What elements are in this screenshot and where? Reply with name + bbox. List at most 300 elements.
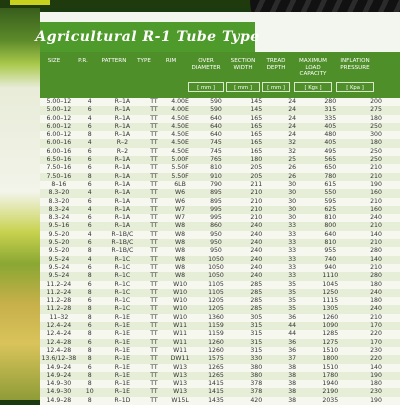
cell-size: 9.5–24 <box>40 272 78 280</box>
cell-pattern: R–1A <box>102 106 143 114</box>
cell-over-diameter: 590 <box>195 106 236 114</box>
cell-max-load: 315 <box>309 106 353 114</box>
cell-rim: W8 <box>165 264 195 272</box>
cell-size: 12.4–28 <box>40 339 78 347</box>
cell-over-diameter: 995 <box>195 206 236 214</box>
cell-max-load: 495 <box>309 148 353 156</box>
cell-size: 14.9–30 <box>40 380 78 388</box>
cell-size: 11–32 <box>40 314 78 322</box>
cell-inflation-pressure: 275 <box>352 106 400 114</box>
cell-inflation-pressure: 180 <box>352 380 400 388</box>
page-title: Agricultural R-1 Tube Type <box>35 29 260 45</box>
cell-tread-depth: 33 <box>276 239 309 247</box>
cell-size: 9.5–24 <box>40 264 78 272</box>
cell-pr: 6 <box>78 222 102 230</box>
cell-section-width: 315 <box>237 339 276 347</box>
cell-rim: W8 <box>165 256 195 264</box>
cell-max-load: 640 <box>309 231 353 239</box>
cell-rim: W13 <box>165 372 195 380</box>
cell-over-diameter: 1205 <box>195 305 236 313</box>
cell-tread-depth: 44 <box>276 322 309 330</box>
cell-pr: 4 <box>78 231 102 239</box>
cell-pr: 6 <box>78 214 102 222</box>
cell-tread-depth: 30 <box>276 206 309 214</box>
cell-section-width: 285 <box>237 281 276 289</box>
cell-pattern: R–1A <box>102 98 143 106</box>
cell-rim: W8 <box>165 247 195 255</box>
cell-tread-depth: 36 <box>276 314 309 322</box>
cell-pattern: R–1C <box>102 256 143 264</box>
cell-type: TT <box>143 189 165 197</box>
cell-rim: W8 <box>165 231 195 239</box>
cell-over-diameter: 1575 <box>195 355 236 363</box>
cell-pattern: R–1E <box>102 364 143 372</box>
cell-section-width: 210 <box>237 214 276 222</box>
cell-pr: 6 <box>78 156 102 164</box>
cell-inflation-pressure: 190 <box>352 372 400 380</box>
cell-inflation-pressure: 180 <box>352 139 400 147</box>
cell-max-load: 565 <box>309 156 353 164</box>
cell-size: 5.00–12 <box>40 106 78 114</box>
cell-tread-depth: 35 <box>276 289 309 297</box>
unit-inflation-pressure: [ Kpa ] <box>336 82 374 92</box>
cell-inflation-pressure: 210 <box>352 222 400 230</box>
cell-pattern: R–1E <box>102 314 143 322</box>
cell-pattern: R–1A <box>102 173 143 181</box>
cell-type: TT <box>143 131 165 139</box>
cell-pattern: R–2 <box>102 148 143 156</box>
unit-over-diameter: [ mm ] <box>188 82 224 92</box>
table-row <box>40 256 400 264</box>
cell-type: TT <box>143 231 165 239</box>
header-inflation-pressure: INFLATION PRESSURE <box>340 58 370 71</box>
cell-section-width: 285 <box>237 305 276 313</box>
cell-over-diameter: 1105 <box>195 281 236 289</box>
cell-type: TT <box>143 164 165 172</box>
cell-tread-depth: 26 <box>276 164 309 172</box>
table-row <box>40 123 400 131</box>
cell-over-diameter: 860 <box>195 222 236 230</box>
cell-inflation-pressure: 210 <box>352 173 400 181</box>
tire-spec-table <box>40 98 400 405</box>
cell-over-diameter: 640 <box>195 115 236 123</box>
table-row <box>40 139 400 147</box>
cell-max-load: 335 <box>309 115 353 123</box>
cell-max-load: 955 <box>309 247 353 255</box>
cell-type: TT <box>143 148 165 156</box>
cell-inflation-pressure: 180 <box>352 115 400 123</box>
cell-section-width: 315 <box>237 347 276 355</box>
cell-pr: 6 <box>78 198 102 206</box>
cell-tread-depth: 38 <box>276 372 309 380</box>
cell-inflation-pressure: 210 <box>352 198 400 206</box>
cell-pr: 6 <box>78 281 102 289</box>
cell-over-diameter: 1265 <box>195 372 236 380</box>
table-row <box>40 339 400 347</box>
cell-over-diameter: 1260 <box>195 339 236 347</box>
cell-rim: DW11 <box>165 355 195 363</box>
cell-type: TT <box>143 181 165 189</box>
cell-section-width: 165 <box>237 148 276 156</box>
cell-pattern: R–1A <box>102 206 143 214</box>
cell-over-diameter: 950 <box>195 239 236 247</box>
table-row <box>40 173 400 181</box>
cell-inflation-pressure: 140 <box>352 256 400 264</box>
cell-max-load: 405 <box>309 139 353 147</box>
cell-pattern: R–1E <box>102 388 143 396</box>
cell-section-width: 165 <box>237 139 276 147</box>
cell-max-load: 780 <box>309 173 353 181</box>
cell-pattern: R–1C <box>102 281 143 289</box>
table-row <box>40 380 400 388</box>
cell-pr: 8 <box>78 347 102 355</box>
cell-tread-depth: 38 <box>276 397 309 405</box>
cell-pattern: R–1B/C <box>102 239 143 247</box>
cell-type: TT <box>143 98 165 106</box>
cell-over-diameter: 1205 <box>195 297 236 305</box>
cell-max-load: 810 <box>309 239 353 247</box>
cell-tread-depth: 38 <box>276 380 309 388</box>
cell-rim: W10 <box>165 297 195 305</box>
top-accent-bar <box>10 0 50 5</box>
cell-inflation-pressure: 280 <box>352 272 400 280</box>
cell-rim: W11 <box>165 322 195 330</box>
cell-tread-depth: 24 <box>276 131 309 139</box>
cell-size: 6.00–16 <box>40 148 78 156</box>
table-row <box>40 148 400 156</box>
header-rim: RIM <box>165 58 177 64</box>
cell-over-diameter: 895 <box>195 198 236 206</box>
cell-section-width: 378 <box>237 388 276 396</box>
table-row <box>40 281 400 289</box>
header-size: SIZE <box>47 58 61 64</box>
cell-rim: W8 <box>165 272 195 280</box>
cell-max-load: 1275 <box>309 339 353 347</box>
cell-pattern: R–1C <box>102 264 143 272</box>
cell-size: 8–16 <box>40 181 78 189</box>
cell-type: TT <box>143 372 165 380</box>
cell-max-load: 940 <box>309 264 353 272</box>
cell-over-diameter: 1050 <box>195 264 236 272</box>
cell-size: 14.9–24 <box>40 364 78 372</box>
cell-max-load: 2190 <box>309 388 353 396</box>
cell-size: 9.5–20 <box>40 247 78 255</box>
cell-section-width: 240 <box>237 247 276 255</box>
cell-type: TT <box>143 297 165 305</box>
cell-rim: W13 <box>165 380 195 388</box>
cell-tread-depth: 25 <box>276 156 309 164</box>
cell-pr: 8 <box>78 380 102 388</box>
cell-max-load: 1510 <box>309 347 353 355</box>
cell-max-load: 405 <box>309 123 353 131</box>
cell-max-load: 740 <box>309 256 353 264</box>
cell-max-load: 650 <box>309 164 353 172</box>
cell-inflation-pressure: 190 <box>352 181 400 189</box>
table-row <box>40 289 400 297</box>
cell-size: 8.3–20 <box>40 198 78 206</box>
cell-section-width: 145 <box>237 106 276 114</box>
cell-rim: W10 <box>165 314 195 322</box>
cell-pattern: R–1D <box>102 397 143 405</box>
cell-pr: 8 <box>78 173 102 181</box>
cell-tread-depth: 35 <box>276 305 309 313</box>
cell-section-width: 165 <box>237 123 276 131</box>
cell-over-diameter: 745 <box>195 148 236 156</box>
cell-pattern: R–1A <box>102 164 143 172</box>
cell-tread-depth: 30 <box>276 181 309 189</box>
cell-over-diameter: 1260 <box>195 347 236 355</box>
cell-size: 8.3–24 <box>40 206 78 214</box>
cell-tread-depth: 33 <box>276 256 309 264</box>
cell-rim: 4.50E <box>165 139 195 147</box>
cell-section-width: 240 <box>237 239 276 247</box>
table-row <box>40 305 400 313</box>
cell-inflation-pressure: 250 <box>352 156 400 164</box>
cell-max-load: 1115 <box>309 297 353 305</box>
cell-tread-depth: 44 <box>276 330 309 338</box>
cell-tread-depth: 30 <box>276 189 309 197</box>
cell-type: TT <box>143 106 165 114</box>
cell-pr: 8 <box>78 247 102 255</box>
cell-inflation-pressure: 210 <box>352 264 400 272</box>
table-row <box>40 106 400 114</box>
table-row <box>40 372 400 380</box>
cell-max-load: 1510 <box>309 364 353 372</box>
cell-inflation-pressure: 170 <box>352 322 400 330</box>
cell-type: TT <box>143 256 165 264</box>
cell-size: 11.2–28 <box>40 297 78 305</box>
cell-section-width: 380 <box>237 364 276 372</box>
cell-pattern: R–1A <box>102 123 143 131</box>
cell-size: 13.6/12–38 <box>41 355 77 363</box>
cell-tread-depth: 33 <box>276 247 309 255</box>
cell-pattern: R–1E <box>102 322 143 330</box>
cell-tread-depth: 35 <box>276 281 309 289</box>
cell-over-diameter: 895 <box>195 189 236 197</box>
cell-section-width: 285 <box>237 297 276 305</box>
cell-type: TT <box>143 330 165 338</box>
cell-inflation-pressure: 230 <box>352 388 400 396</box>
cell-section-width: 240 <box>237 256 276 264</box>
cell-pattern: R–1A <box>102 156 143 164</box>
cell-pattern: R–1A <box>102 198 143 206</box>
cell-pattern: R–1C <box>102 297 143 305</box>
cell-size: 6.00–16 <box>40 139 78 147</box>
cell-type: TT <box>143 247 165 255</box>
table-row <box>40 115 400 123</box>
cell-type: TT <box>143 281 165 289</box>
cell-tread-depth: 26 <box>276 173 309 181</box>
header-over-diameter: OVER DIAMETER <box>191 58 221 71</box>
cell-pr: 4 <box>78 115 102 123</box>
cell-size: 11.2–24 <box>40 289 78 297</box>
cell-over-diameter: 950 <box>195 231 236 239</box>
cell-pr: 4 <box>78 256 102 264</box>
cell-size: 14.9–28 <box>40 397 78 405</box>
table-row <box>40 330 400 338</box>
table-row <box>40 156 400 164</box>
cell-type: TT <box>143 305 165 313</box>
cell-over-diameter: 950 <box>195 247 236 255</box>
cell-max-load: 625 <box>309 206 353 214</box>
cell-type: TT <box>143 198 165 206</box>
cell-tread-depth: 32 <box>276 148 309 156</box>
cell-section-width: 165 <box>237 131 276 139</box>
cell-section-width: 330 <box>237 355 276 363</box>
cell-section-width: 210 <box>237 189 276 197</box>
cell-tread-depth: 33 <box>276 231 309 239</box>
cell-section-width: 145 <box>237 98 276 106</box>
cell-type: TT <box>143 214 165 222</box>
cell-section-width: 285 <box>237 289 276 297</box>
cell-inflation-pressure: 210 <box>352 164 400 172</box>
cell-inflation-pressure: 180 <box>352 281 400 289</box>
cell-type: TT <box>143 322 165 330</box>
cell-max-load: 1260 <box>309 314 353 322</box>
cell-inflation-pressure: 180 <box>352 297 400 305</box>
cell-size: 7.50–16 <box>40 173 78 181</box>
cell-pattern: R–1E <box>102 355 143 363</box>
cell-section-width: 315 <box>237 322 276 330</box>
cell-type: TT <box>143 314 165 322</box>
cell-inflation-pressure: 280 <box>352 247 400 255</box>
table-row <box>40 198 400 206</box>
cell-tread-depth: 37 <box>276 355 309 363</box>
cell-tread-depth: 24 <box>276 123 309 131</box>
cell-over-diameter: 1415 <box>195 380 236 388</box>
cell-type: TT <box>143 264 165 272</box>
cell-rim: 5.00F <box>165 156 195 164</box>
cell-section-width: 165 <box>237 115 276 123</box>
cell-type: TT <box>143 355 165 363</box>
cell-pr: 4 <box>78 189 102 197</box>
cell-pr: 6 <box>78 339 102 347</box>
table-row <box>40 297 400 305</box>
cell-tread-depth: 24 <box>276 98 309 106</box>
cell-pattern: R–1A <box>102 131 143 139</box>
cell-section-width: 378 <box>237 380 276 388</box>
cell-inflation-pressure: 210 <box>352 314 400 322</box>
cell-size: 9.5–16 <box>40 222 78 230</box>
cell-pattern: R–1A <box>102 214 143 222</box>
cell-section-width: 180 <box>237 156 276 164</box>
cell-pr: 6 <box>78 106 102 114</box>
cell-type: TT <box>143 289 165 297</box>
cell-rim: W7 <box>165 214 195 222</box>
cell-rim: 4.00E <box>165 98 195 106</box>
cell-rim: W11 <box>165 339 195 347</box>
cell-max-load: 1940 <box>309 380 353 388</box>
cell-max-load: 1780 <box>309 372 353 380</box>
cell-type: TT <box>143 239 165 247</box>
cell-pattern: R–1E <box>102 347 143 355</box>
cell-inflation-pressure: 220 <box>352 355 400 363</box>
cell-section-width: 315 <box>237 330 276 338</box>
cell-pr: 8 <box>78 289 102 297</box>
cell-rim: 4.50E <box>165 148 195 156</box>
cell-section-width: 305 <box>237 314 276 322</box>
cell-pattern: R–1C <box>102 272 143 280</box>
cell-rim: 5.50F <box>165 164 195 172</box>
cell-max-load: 1800 <box>309 355 353 363</box>
cell-size: 8.3–24 <box>40 214 78 222</box>
header-max-load: MAXIMUM LOAD CAPACITY <box>299 58 327 77</box>
cell-max-load: 810 <box>309 214 353 222</box>
cell-over-diameter: 640 <box>195 131 236 139</box>
cell-over-diameter: 1435 <box>195 397 236 405</box>
cell-inflation-pressure: 240 <box>352 289 400 297</box>
table-row <box>40 181 400 189</box>
cell-tread-depth: 33 <box>276 272 309 280</box>
cell-inflation-pressure: 190 <box>352 397 400 405</box>
cell-inflation-pressure: 140 <box>352 231 400 239</box>
cell-type: TT <box>143 173 165 181</box>
cell-size: 6.00–12 <box>40 115 78 123</box>
cell-section-width: 205 <box>237 164 276 172</box>
cell-over-diameter: 910 <box>195 173 236 181</box>
cell-pr: 6 <box>78 123 102 131</box>
cell-size: 7.50–16 <box>40 164 78 172</box>
cell-over-diameter: 1105 <box>195 289 236 297</box>
table-row <box>40 247 400 255</box>
cell-type: TT <box>143 364 165 372</box>
cell-max-load: 1110 <box>309 272 353 280</box>
cell-type: TT <box>143 139 165 147</box>
cell-max-load: 280 <box>309 98 353 106</box>
cell-pr: 6 <box>78 181 102 189</box>
cell-tread-depth: 36 <box>276 347 309 355</box>
cell-size: 9.5–20 <box>40 231 78 239</box>
cell-pr: 4 <box>78 139 102 147</box>
cell-pattern: R–2 <box>102 139 143 147</box>
cell-pr: 8 <box>78 272 102 280</box>
cell-pr: 6 <box>78 322 102 330</box>
cell-inflation-pressure: 250 <box>352 123 400 131</box>
cell-inflation-pressure: 230 <box>352 347 400 355</box>
cell-section-width: 211 <box>237 181 276 189</box>
cell-size: 14.9–30 <box>40 388 78 396</box>
cell-size: 6.00–12 <box>40 123 78 131</box>
table-row <box>40 231 400 239</box>
cell-max-load: 1090 <box>309 322 353 330</box>
cell-max-load: 1045 <box>309 281 353 289</box>
header-pr: P.R. <box>78 58 88 64</box>
cell-section-width: 380 <box>237 372 276 380</box>
table-row <box>40 239 400 247</box>
cell-type: TT <box>143 339 165 347</box>
cell-type: TT <box>143 115 165 123</box>
cell-size: 14.9–24 <box>40 372 78 380</box>
cell-tread-depth: 38 <box>276 364 309 372</box>
cell-pattern: R–1E <box>102 330 143 338</box>
cell-pr: 8 <box>78 372 102 380</box>
table-row <box>40 131 400 139</box>
cell-size: 11.2–28 <box>40 305 78 313</box>
cell-tread-depth: 38 <box>276 388 309 396</box>
cell-type: TT <box>143 380 165 388</box>
cell-type: TT <box>143 206 165 214</box>
cell-pattern: R–1C <box>102 305 143 313</box>
cell-pr: 6 <box>78 364 102 372</box>
header-section-width: SECTION WIDTH <box>230 58 256 71</box>
cell-tread-depth: 33 <box>276 264 309 272</box>
cell-rim: 4.50E <box>165 115 195 123</box>
cell-over-diameter: 745 <box>195 139 236 147</box>
cell-pattern: R–1B/C <box>102 231 143 239</box>
cell-type: TT <box>143 347 165 355</box>
cell-pattern: R–1A <box>102 189 143 197</box>
cell-rim: 4.50E <box>165 131 195 139</box>
